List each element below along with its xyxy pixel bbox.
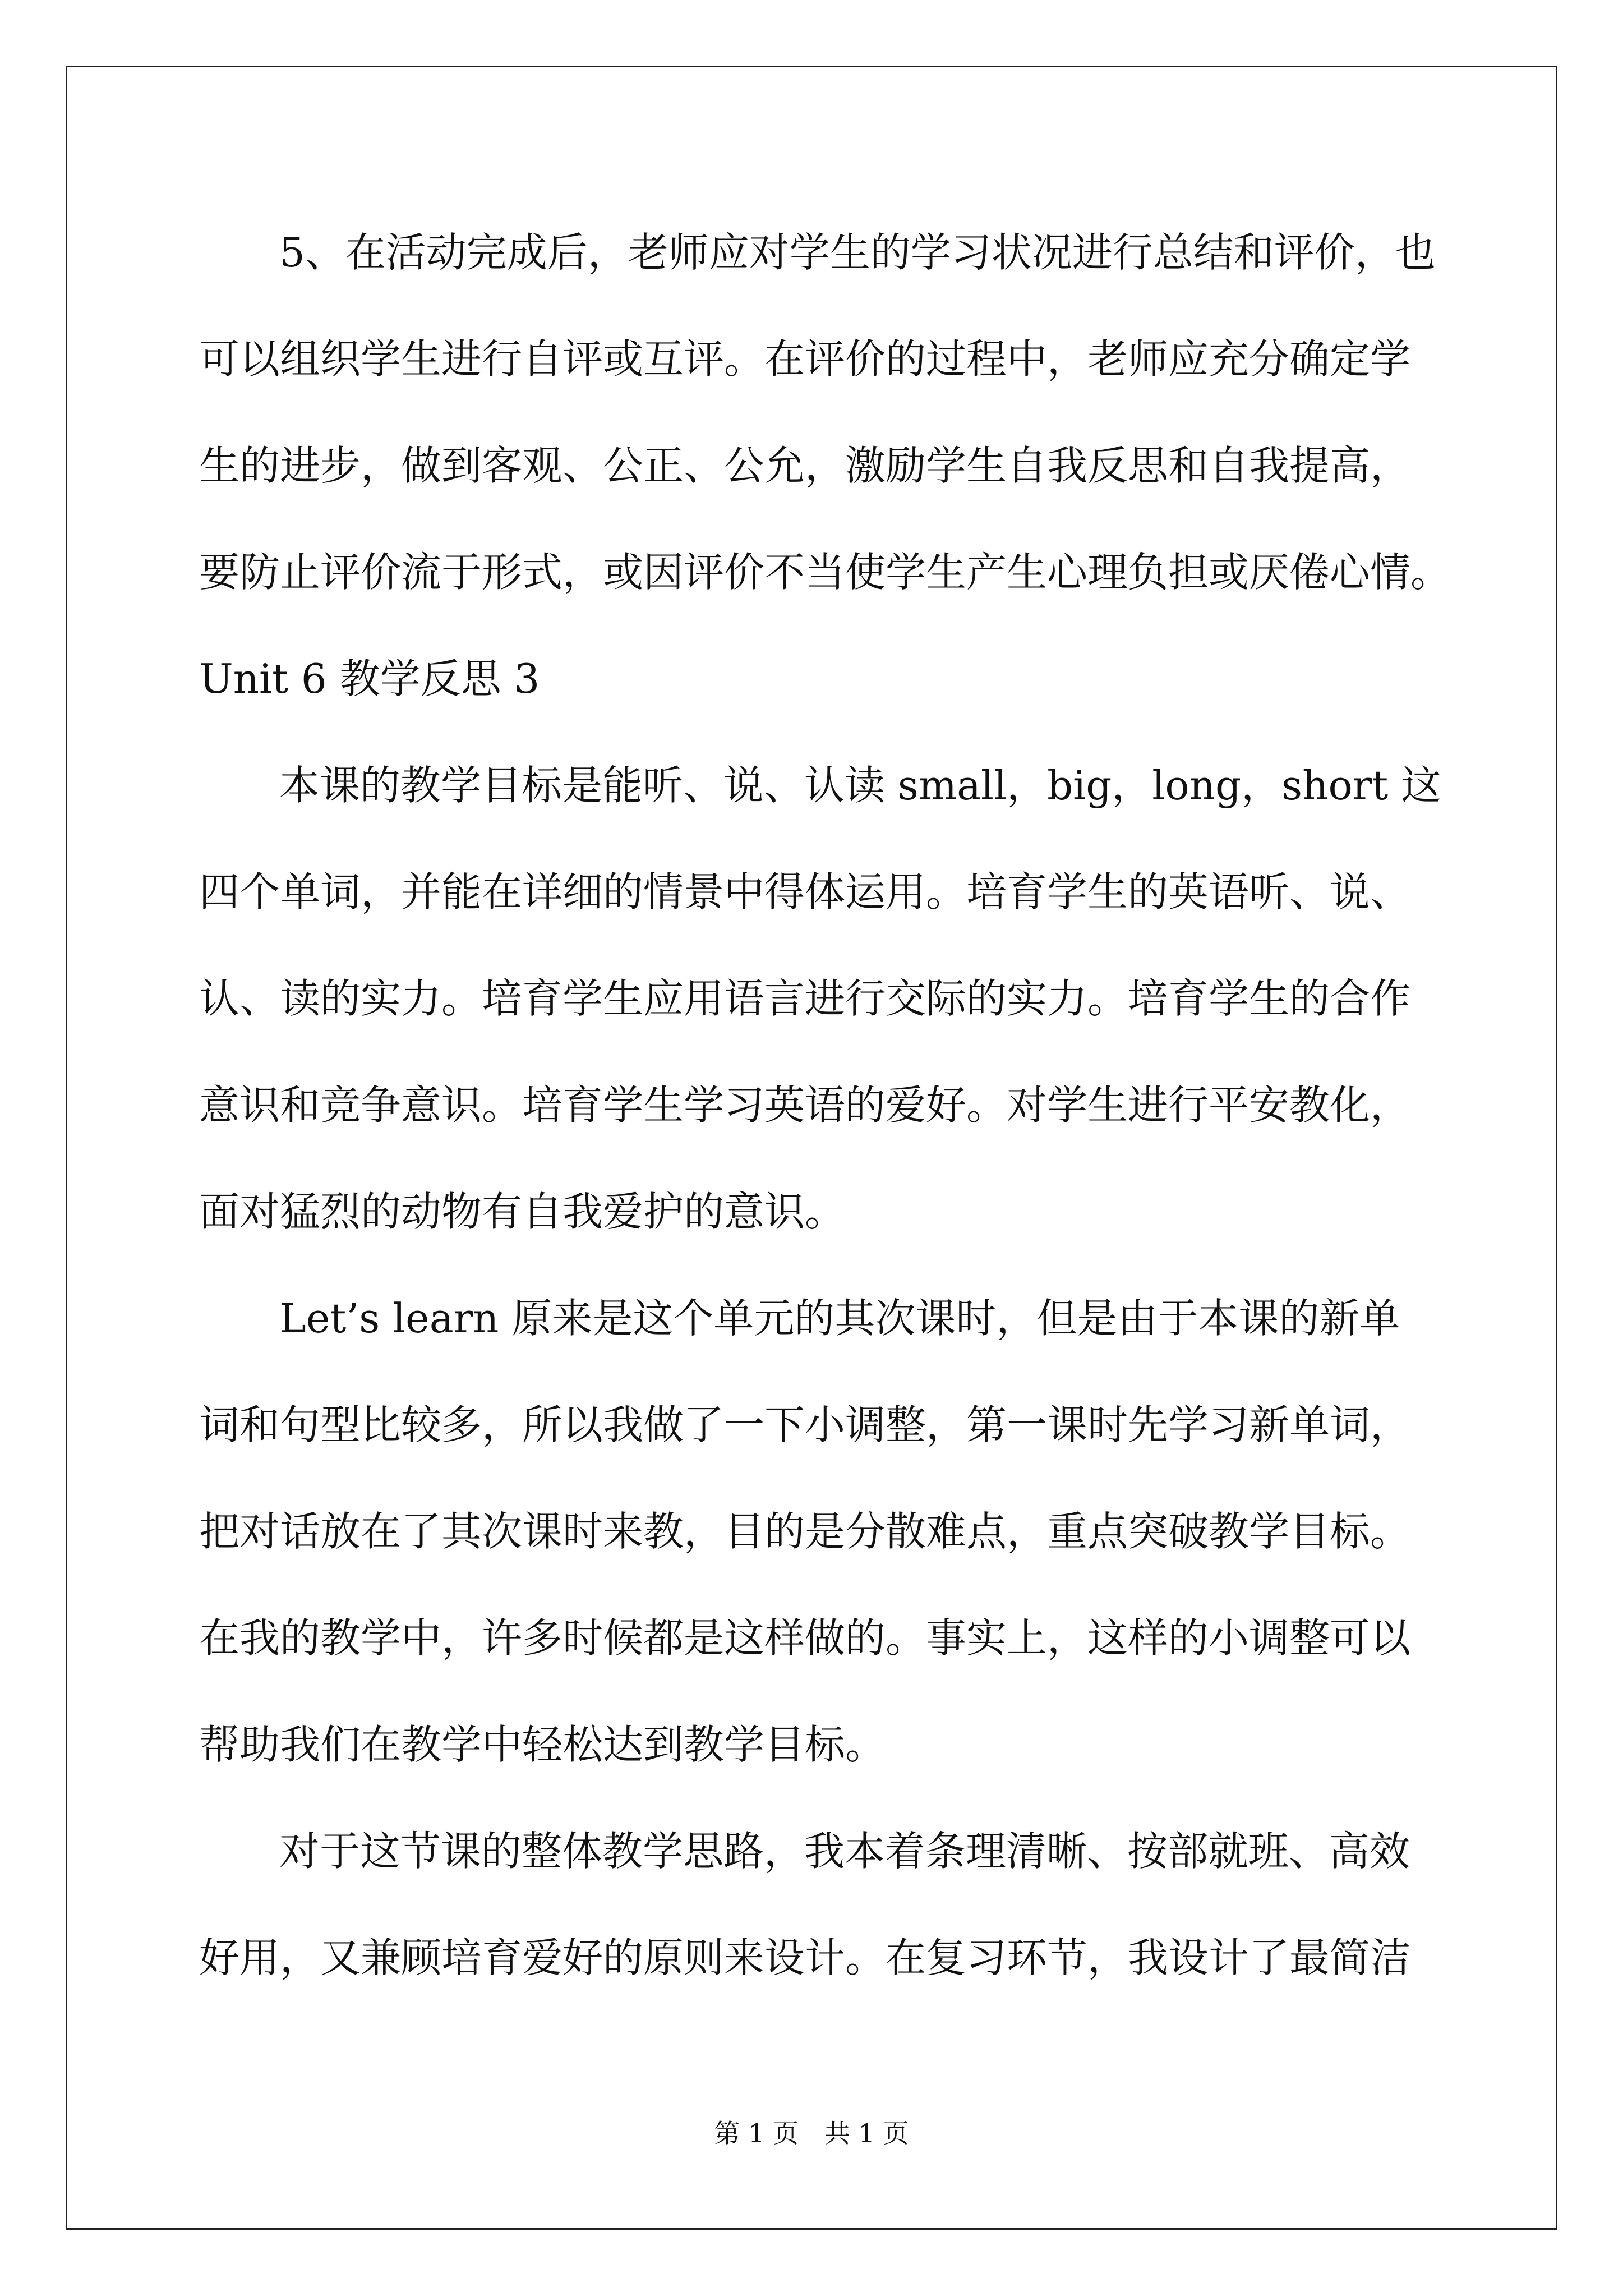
text-line: 要防止评价流于形式，或因评价不当使学生产生心理负担或厌倦心情。 — [199, 549, 1451, 596]
text-line: 5、在活动完成后，老师应对学生的学习状况进行总结和评价，也 — [279, 229, 1436, 276]
text-line: 对于这节课的整体教学思路，我本着条理清晰、按部就班、高效 — [279, 1828, 1410, 1875]
section-heading: Unit 6 教学反思 3 — [199, 655, 540, 702]
text-line: 把对话放在了其次课时来教，目的是分散难点，重点突破教学目标。 — [199, 1508, 1411, 1555]
text-line: 帮助我们在教学中轻松达到教学目标。 — [199, 1721, 886, 1768]
text-line: Let’s learn 原来是这个单元的其次课时，但是由于本课的新单 — [279, 1295, 1400, 1342]
text-line: 可以组织学生进行自评或互评。在评价的过程中，老师应充分确定学 — [199, 335, 1411, 383]
page-border — [66, 66, 1557, 2230]
text-line: 生的进步，做到客观、公正、公允，激励学生自我反思和自我提高， — [199, 442, 1411, 489]
text-line: 意识和竞争意识。培育学生学习英语的爱好。对学生进行平安教化， — [199, 1082, 1411, 1129]
text-line: 在我的教学中，许多时候都是这样做的。事实上，这样的小调整可以 — [199, 1614, 1411, 1662]
text-line: 本课的教学目标是能听、说、认读 small，big，long，short 这 — [279, 762, 1442, 809]
text-line: 词和句型比较多，所以我做了一下小调整，第一课时先学习新单词， — [199, 1401, 1411, 1448]
page-footer: 第 1 页 共 1 页 — [714, 2118, 909, 2148]
text-line: 面对猛烈的动物有自我爱护的意识。 — [199, 1188, 846, 1235]
text-line: 四个单词，并能在详细的情景中得体运用。培育学生的英语听、说、 — [199, 868, 1411, 915]
text-line: 认、读的实力。培育学生应用语言进行交际的实力。培育学生的合作 — [199, 975, 1411, 1022]
text-line: 好用，又兼顾培育爱好的原则来设计。在复习环节，我设计了最简洁 — [199, 1934, 1411, 1981]
